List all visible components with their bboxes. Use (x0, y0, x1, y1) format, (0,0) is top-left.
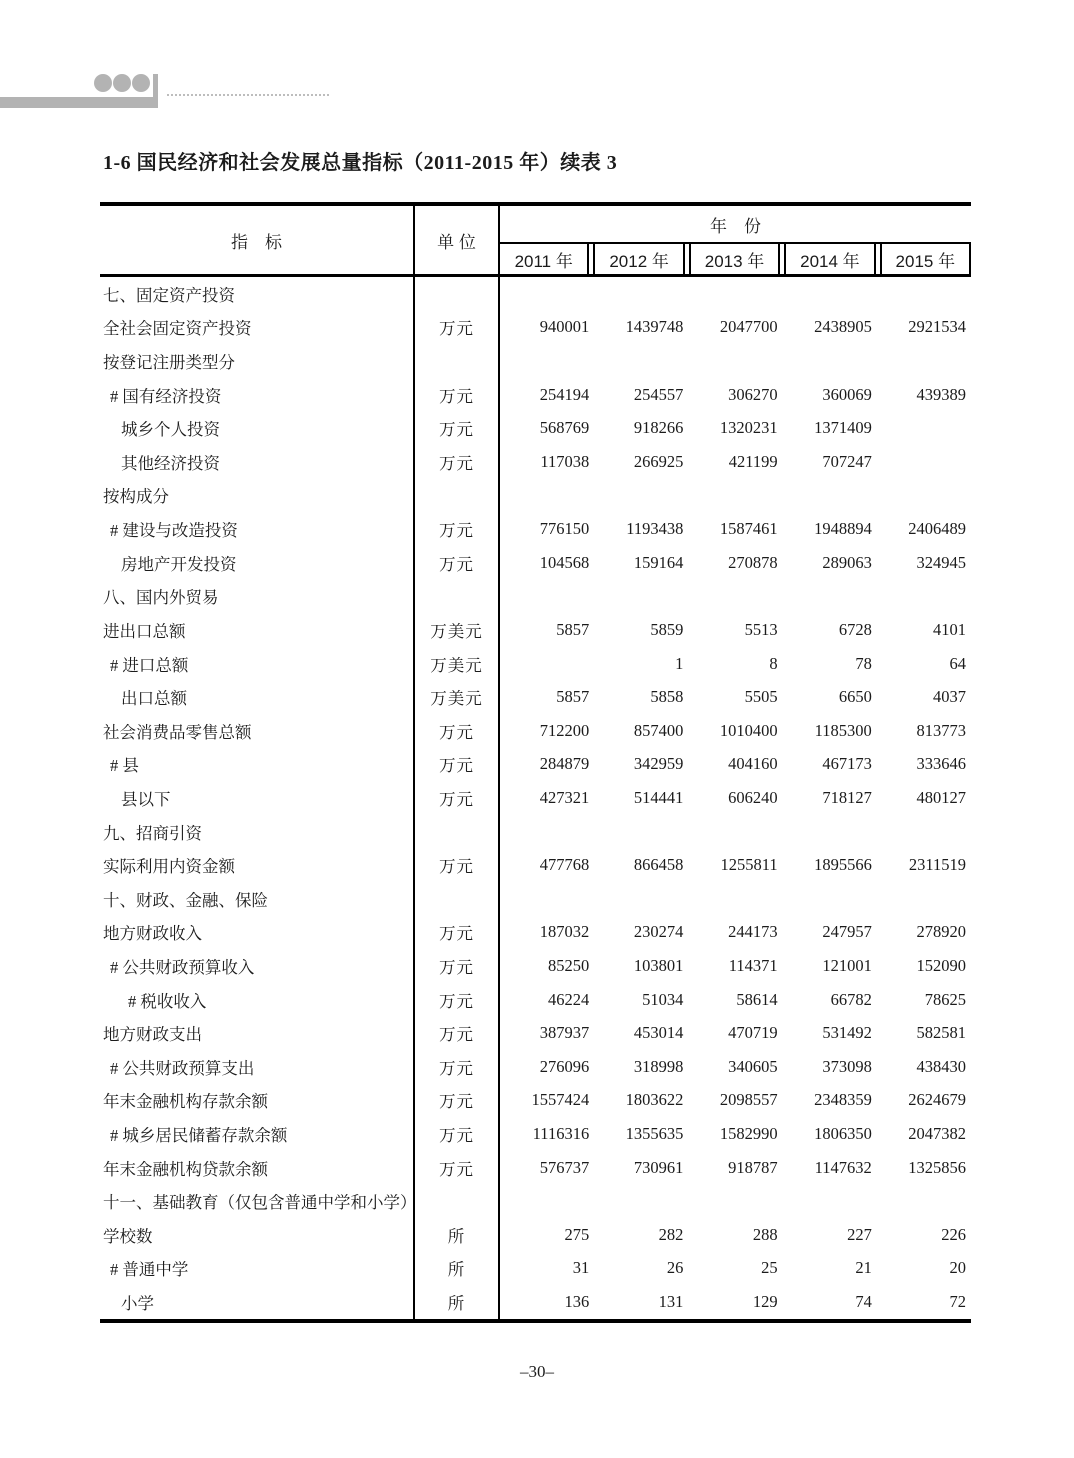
row-unit: 万元 (415, 848, 500, 882)
row-value: 288 (752, 1224, 778, 1244)
row-value: 2406489 (908, 519, 967, 539)
row-value: 467173 (822, 754, 872, 774)
table-row (100, 1016, 971, 1050)
row-value: 266925 (633, 451, 684, 471)
row-label: # 城乡居民储蓄存款余额 (100, 1117, 415, 1151)
table-row (100, 411, 971, 445)
row-value: 1806350 (814, 1124, 872, 1144)
row-value (877, 882, 971, 916)
table-row (100, 546, 971, 580)
row-unit: 万元 (415, 983, 500, 1017)
row-label: 七、固定资产投资 (100, 277, 415, 311)
row-value (688, 815, 782, 849)
header-years-group (500, 206, 971, 274)
row-value: 31 (572, 1258, 590, 1278)
row-unit (415, 344, 500, 378)
row-value: 1587461 (719, 519, 778, 539)
row-value: 85250 (547, 955, 590, 975)
row-value: 421199 (728, 451, 778, 471)
header-year-cell: 2011 年 (500, 244, 589, 274)
row-value: 582581 (916, 1023, 967, 1043)
row-value (877, 277, 971, 311)
row-label: 年末金融机构存款余额 (100, 1084, 415, 1118)
row-unit: 万美元 (415, 613, 500, 647)
row-value: 1948894 (814, 519, 872, 539)
row-label: # 国有经济投资 (100, 378, 415, 412)
row-unit: 所 (415, 1285, 500, 1319)
row-label: 进出口总额 (100, 613, 415, 647)
row-value: 470719 (728, 1023, 778, 1043)
row-value (877, 815, 971, 849)
row-label: 社会消费品零售总额 (100, 714, 415, 748)
row-unit (415, 815, 500, 849)
row-unit: 万元 (415, 378, 500, 412)
row-value: 254194 (539, 384, 590, 404)
row-unit: 万元 (415, 714, 500, 748)
row-label: 十一、基础教育（仅包含普通中学和小学） (100, 1184, 415, 1218)
row-value: 576737 (539, 1157, 590, 1177)
row-value: 373098 (822, 1056, 872, 1076)
table-row (100, 277, 971, 311)
row-label: 九、招商引资 (100, 815, 415, 849)
table-row (100, 344, 971, 378)
row-value (688, 1184, 782, 1218)
row-value: 104568 (539, 552, 590, 572)
table-row (100, 949, 971, 983)
row-unit: 万元 (415, 411, 500, 445)
row-value: 25 (761, 1258, 778, 1278)
row-value (500, 479, 594, 513)
row-unit: 万美元 (415, 647, 500, 681)
row-value (594, 1184, 688, 1218)
row-value: 129 (752, 1292, 778, 1312)
table-header (100, 202, 971, 277)
row-value (688, 579, 782, 613)
row-value: 1116316 (532, 1124, 590, 1144)
row-unit (415, 479, 500, 513)
row-value (877, 344, 971, 378)
row-value: 187032 (539, 922, 590, 942)
row-value: 226 (941, 1224, 967, 1244)
row-value: 1371409 (814, 418, 872, 438)
row-value (877, 1184, 971, 1218)
row-label: 小学 (100, 1285, 415, 1319)
row-value: 918266 (633, 418, 684, 438)
table-row (100, 445, 971, 479)
row-label: # 公共财政预算支出 (100, 1050, 415, 1084)
row-label: 按登记注册类型分 (100, 344, 415, 378)
header-indicator: 指 标 (100, 206, 415, 274)
page-number: –30– (520, 1362, 554, 1381)
row-value: 404160 (728, 754, 778, 774)
row-value: 1325856 (908, 1157, 967, 1177)
row-value: 813773 (916, 720, 967, 740)
row-value (877, 479, 971, 513)
row-value: 136 (564, 1292, 590, 1312)
row-value (688, 882, 782, 916)
row-value: 117038 (540, 451, 590, 471)
row-value: 284879 (539, 754, 590, 774)
row-value: 480127 (916, 787, 967, 807)
row-value: 1803622 (625, 1090, 684, 1110)
row-unit: 所 (415, 1218, 500, 1252)
table-row (100, 311, 971, 345)
row-value: 103801 (633, 955, 684, 975)
row-label: 八、国内外贸易 (100, 579, 415, 613)
row-value (783, 882, 877, 916)
row-value: 730961 (633, 1157, 684, 1177)
row-value: 58614 (736, 989, 778, 1009)
dot-circle-icon (94, 74, 112, 92)
row-unit: 万元 (415, 1151, 500, 1185)
dot-circle-icon (113, 74, 131, 92)
row-value: 1355635 (625, 1124, 684, 1144)
table-row (100, 1117, 971, 1151)
header-year-cell: 2012 年 (593, 244, 684, 274)
row-value: 318998 (633, 1056, 684, 1076)
row-value: 20 (949, 1258, 967, 1278)
row-value: 78625 (924, 989, 967, 1009)
table-row (100, 1184, 971, 1218)
row-value: 2047382 (908, 1124, 967, 1144)
row-value: 51034 (642, 989, 684, 1009)
row-value: 254557 (633, 384, 684, 404)
row-value: 514441 (633, 787, 684, 807)
row-unit: 万元 (415, 916, 500, 950)
row-value: 453014 (633, 1023, 684, 1043)
table-row (100, 647, 971, 681)
row-value: 8 (769, 653, 778, 673)
table-row (100, 781, 971, 815)
header-year-group-label: 年 份 (500, 206, 971, 244)
row-value: 5858 (650, 687, 684, 707)
row-value: 6650 (838, 687, 872, 707)
row-value: 5857 (556, 687, 590, 707)
row-value: 2624679 (908, 1090, 967, 1110)
row-value: 918787 (728, 1157, 778, 1177)
row-label: 地方财政支出 (100, 1016, 415, 1050)
table-row (100, 848, 971, 882)
row-label: # 建设与改造投资 (100, 512, 415, 546)
row-value: 72 (949, 1292, 967, 1312)
row-value (783, 815, 877, 849)
row-value: 360069 (822, 384, 872, 404)
row-value (783, 277, 877, 311)
row-value: 1010400 (719, 720, 778, 740)
row-unit: 所 (415, 1252, 500, 1286)
row-value (594, 815, 688, 849)
row-value: 306270 (728, 384, 778, 404)
row-value: 1439748 (625, 317, 684, 337)
row-value (783, 344, 877, 378)
row-value: 866458 (633, 855, 684, 875)
row-unit: 万元 (415, 1016, 500, 1050)
row-value: 1193438 (626, 519, 684, 539)
header-dots-ornament (94, 74, 150, 92)
row-label: 按构成分 (100, 479, 415, 513)
row-value: 857400 (633, 720, 684, 740)
row-unit: 万元 (415, 1117, 500, 1151)
table-row (100, 714, 971, 748)
row-unit: 万元 (415, 512, 500, 546)
row-value: 1582990 (719, 1124, 778, 1144)
row-value (594, 344, 688, 378)
row-value: 74 (855, 1292, 872, 1312)
row-label: 十、财政、金融、保险 (100, 882, 415, 916)
row-label: 学校数 (100, 1218, 415, 1252)
row-label: 全社会固定资产投资 (100, 311, 415, 345)
row-value: 114371 (728, 955, 778, 975)
row-value (594, 277, 688, 311)
row-value (783, 1184, 877, 1218)
row-value: 477768 (539, 855, 590, 875)
row-value: 5859 (650, 619, 684, 639)
row-value: 776150 (539, 519, 590, 539)
row-value: 270878 (728, 552, 778, 572)
row-unit: 万元 (415, 781, 500, 815)
header-year-cell: 2013 年 (689, 244, 780, 274)
row-label: 实际利用内资金额 (100, 848, 415, 882)
row-value: 244173 (728, 922, 778, 942)
table-row (100, 1151, 971, 1185)
row-value: 342959 (633, 754, 684, 774)
header-unit: 单 位 (415, 206, 500, 274)
row-value: 439389 (916, 384, 967, 404)
header-year-cell: 2014 年 (784, 244, 875, 274)
row-value: 718127 (822, 787, 872, 807)
row-value: 2098557 (719, 1090, 778, 1110)
row-value: 707247 (822, 451, 872, 471)
row-value (500, 647, 594, 681)
row-value: 121001 (822, 955, 872, 975)
table-row (100, 378, 971, 412)
row-label: 出口总额 (100, 680, 415, 714)
table-row (100, 748, 971, 782)
row-unit (415, 579, 500, 613)
row-value (594, 479, 688, 513)
dot-circle-icon (132, 74, 150, 92)
row-value: 4101 (933, 619, 967, 639)
row-value (877, 445, 971, 479)
row-unit: 万元 (415, 546, 500, 580)
row-value: 438430 (916, 1056, 967, 1076)
table-row (100, 916, 971, 950)
row-value: 568769 (539, 418, 590, 438)
row-value: 131 (658, 1292, 684, 1312)
row-value: 1557424 (531, 1090, 590, 1110)
row-value (688, 277, 782, 311)
row-value: 712200 (539, 720, 590, 740)
row-value: 5857 (556, 619, 590, 639)
table-row (100, 1084, 971, 1118)
row-value: 2311519 (908, 855, 967, 875)
row-label: 年末金融机构贷款余额 (100, 1151, 415, 1185)
statistics-table (100, 202, 971, 1323)
row-value: 1 (675, 653, 684, 673)
row-value: 324945 (916, 552, 967, 572)
row-value: 1185300 (814, 720, 872, 740)
row-value: 64 (949, 653, 967, 673)
header-year-row (500, 244, 971, 274)
row-value (500, 579, 594, 613)
row-value: 230274 (633, 922, 684, 942)
row-value: 5505 (744, 687, 778, 707)
table-row (100, 1252, 971, 1286)
row-label: 城乡个人投资 (100, 411, 415, 445)
row-value: 333646 (916, 754, 967, 774)
row-label: 地方财政收入 (100, 916, 415, 950)
table-row (100, 882, 971, 916)
row-value: 289063 (822, 552, 872, 572)
row-unit: 万元 (415, 1084, 500, 1118)
table-row (100, 680, 971, 714)
header-dotted-rule (167, 94, 329, 96)
row-unit: 万元 (415, 311, 500, 345)
row-label: # 税收收入 (100, 983, 415, 1017)
table-row (100, 512, 971, 546)
page-title: 1-6 国民经济和社会发展总量指标（2011-2015 年）续表 3 (103, 152, 618, 174)
row-value: 387937 (539, 1023, 590, 1043)
row-value (594, 882, 688, 916)
row-unit: 万元 (415, 748, 500, 782)
table-body (100, 277, 971, 1323)
row-label: # 县 (100, 748, 415, 782)
row-value: 282 (658, 1224, 684, 1244)
row-value: 2047700 (719, 317, 778, 337)
row-label: 县以下 (100, 781, 415, 815)
table-row (100, 1285, 971, 1319)
row-value: 1320231 (719, 418, 778, 438)
row-label: # 公共财政预算收入 (100, 949, 415, 983)
row-value (500, 344, 594, 378)
row-value (688, 344, 782, 378)
row-value: 1255811 (720, 855, 778, 875)
row-value: 227 (847, 1224, 872, 1244)
row-label: 其他经济投资 (100, 445, 415, 479)
row-value (783, 579, 877, 613)
row-value (500, 1184, 594, 1218)
row-unit: 万元 (415, 949, 500, 983)
row-value: 2921534 (908, 317, 967, 337)
row-value: 606240 (728, 787, 778, 807)
row-value: 531492 (822, 1023, 872, 1043)
row-value: 276096 (539, 1056, 590, 1076)
table-row (100, 579, 971, 613)
row-value (877, 579, 971, 613)
row-value: 1147632 (814, 1157, 872, 1177)
row-label: 房地产开发投资 (100, 546, 415, 580)
table-row (100, 479, 971, 513)
row-label: # 进口总额 (100, 647, 415, 681)
table-row (100, 613, 971, 647)
row-value: 1895566 (814, 855, 872, 875)
row-unit: 万元 (415, 445, 500, 479)
row-value: 940001 (539, 317, 590, 337)
row-value (688, 479, 782, 513)
row-value: 152090 (916, 955, 967, 975)
table-row (100, 983, 971, 1017)
row-value: 6728 (838, 619, 872, 639)
header-accent-bar (0, 97, 157, 108)
row-value: 159164 (633, 552, 684, 572)
row-value (877, 411, 971, 445)
row-value: 46224 (547, 989, 590, 1009)
row-unit (415, 277, 500, 311)
row-value: 26 (666, 1258, 684, 1278)
row-value (500, 277, 594, 311)
row-value: 2348359 (814, 1090, 872, 1110)
table-row (100, 1050, 971, 1084)
header-year-cell: 2015 年 (880, 244, 971, 274)
row-unit: 万元 (415, 1050, 500, 1084)
table-row (100, 815, 971, 849)
row-value: 427321 (539, 787, 590, 807)
row-unit (415, 1184, 500, 1218)
row-value (594, 579, 688, 613)
row-value (500, 882, 594, 916)
row-value: 66782 (830, 989, 872, 1009)
row-value: 340605 (728, 1056, 778, 1076)
table-row (100, 1218, 971, 1252)
row-unit: 万美元 (415, 680, 500, 714)
row-value: 4037 (933, 687, 967, 707)
row-value: 278920 (916, 922, 967, 942)
row-value: 5513 (744, 619, 778, 639)
header-accent-vbar (153, 74, 158, 108)
row-value: 275 (564, 1224, 590, 1244)
row-label: # 普通中学 (100, 1252, 415, 1286)
row-unit (415, 882, 500, 916)
row-value: 21 (855, 1258, 872, 1278)
row-value (783, 479, 877, 513)
row-value: 78 (855, 653, 872, 673)
row-value (500, 815, 594, 849)
row-value: 247957 (822, 922, 872, 942)
row-value: 2438905 (814, 317, 872, 337)
